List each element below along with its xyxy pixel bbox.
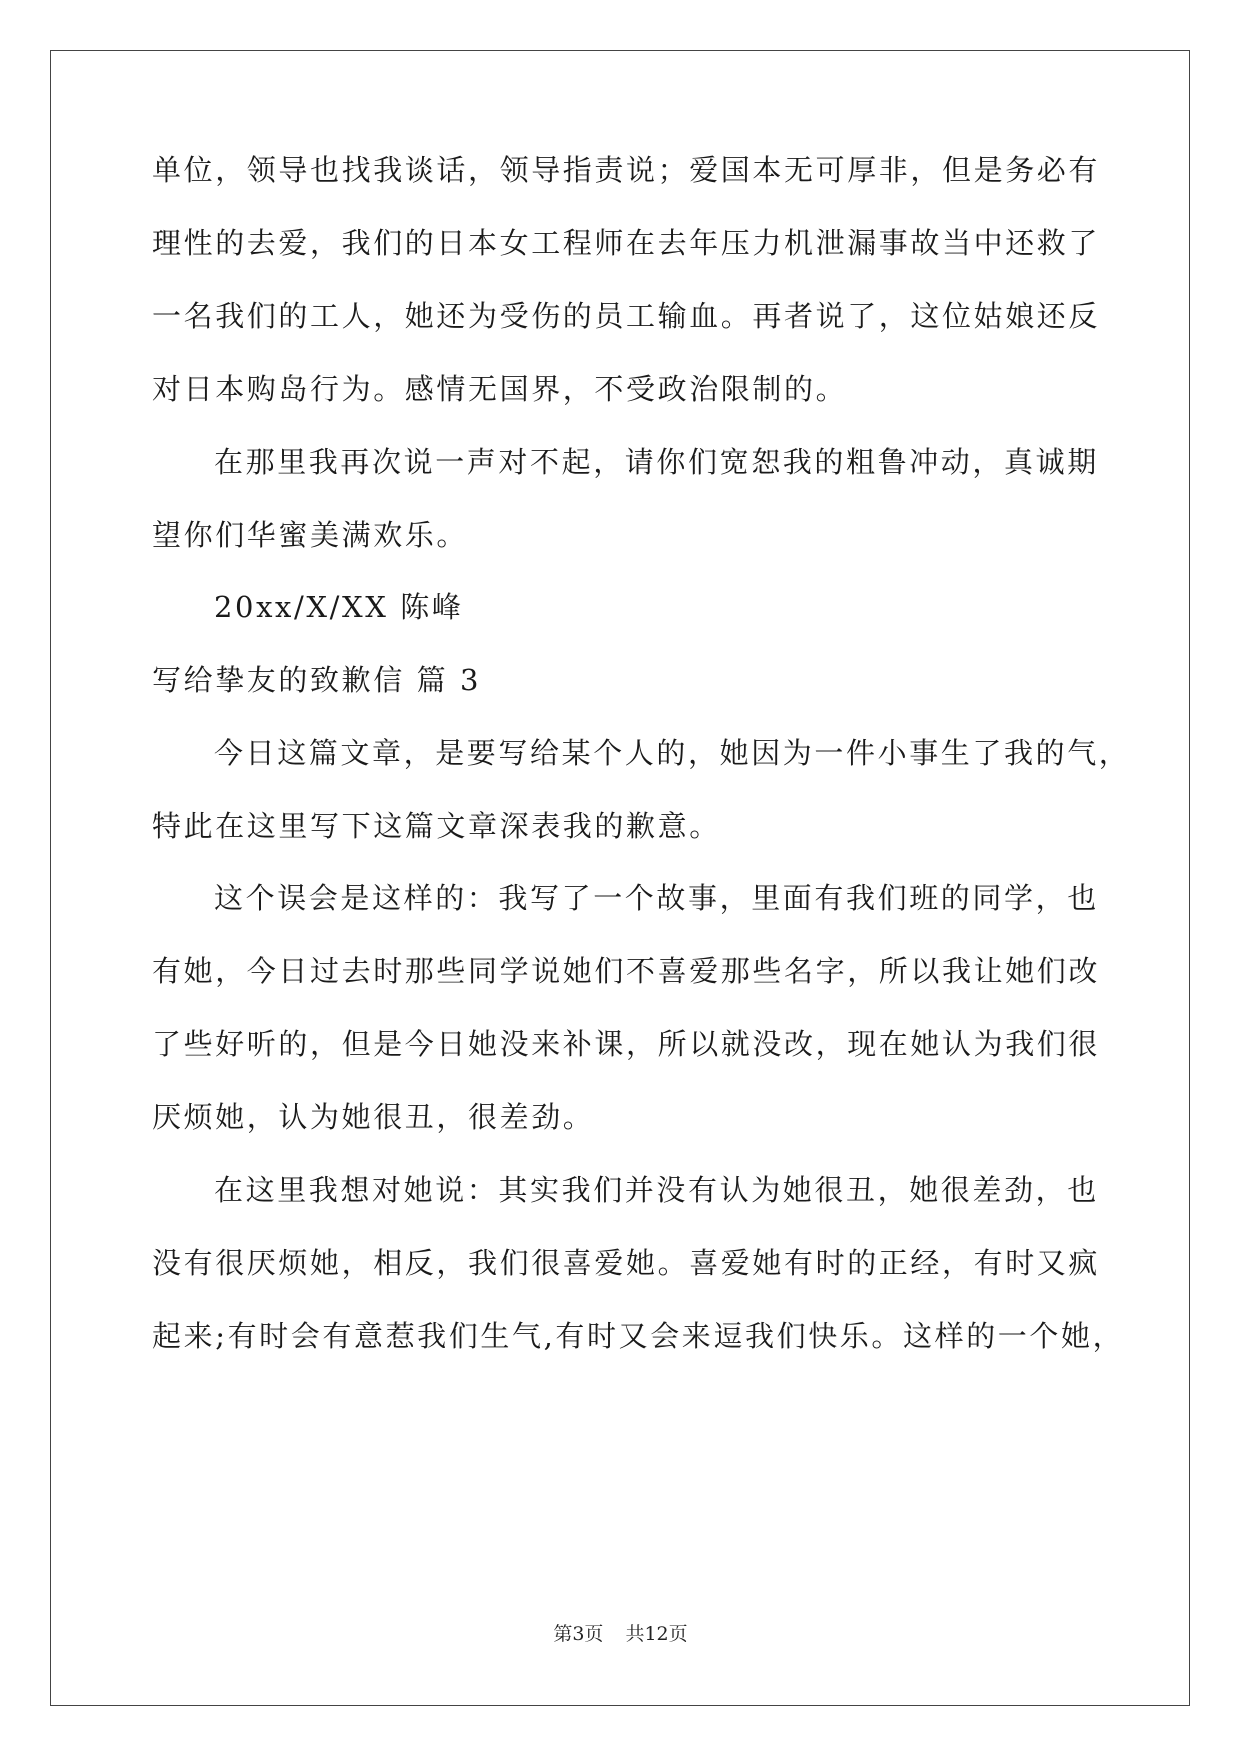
body-line: 理性的去爱，我们的日本女工程师在去年压力机泄漏事故当中还救了 [152,226,1101,260]
page-total: 共12页 [625,1623,688,1645]
body-line: 对日本购岛行为。感情无国界，不受政治限制的。 [152,372,848,406]
body-line: 厌烦她，认为她很丑，很差劲。 [152,1100,595,1134]
section-heading: 写给挚友的致歉信 篇 3 [152,663,482,697]
body-line: 这个误会是这样的：我写了一个故事，里面有我们班的同学，也 [214,881,1099,915]
body-line: 有她，今日过去时那些同学说她们不喜爱那些名字，所以我让她们改 [152,954,1101,988]
page-footer [0,1622,1241,1646]
body-line: 在这里我想对她说：其实我们并没有认为她很丑，她很差劲，也 [214,1173,1099,1207]
body-line: 起来;有时会有意惹我们生气,有时又会来逗我们快乐。这样的一个她， [152,1319,1125,1353]
body-line: 一名我们的工人，她还为受伤的员工输血。再者说了，这位姑娘还反 [152,299,1101,333]
body-line: 今日这篇文章，是要写给某个人的，她因为一件小事生了我的气， [214,736,1131,770]
signature-line: 20xx/X/XX 陈峰 [214,590,464,624]
page-number: 第3页 [553,1623,604,1645]
body-line: 望你们华蜜美满欢乐。 [152,518,469,552]
body-line: 没有很厌烦她，相反，我们很喜爱她。喜爱她有时的正经，有时又疯 [152,1246,1101,1280]
body-line: 特此在这里写下这篇文章深表我的歉意。 [152,809,721,843]
body-line: 了些好听的，但是今日她没来补课，所以就没改，现在她认为我们很 [152,1027,1101,1061]
body-line: 单位，领导也找我谈话，领导指责说；爱国本无可厚非，但是务必有 [152,153,1101,187]
body-line: 在那里我再次说一声对不起，请你们宽恕我的粗鲁冲动，真诚期 [214,445,1099,479]
